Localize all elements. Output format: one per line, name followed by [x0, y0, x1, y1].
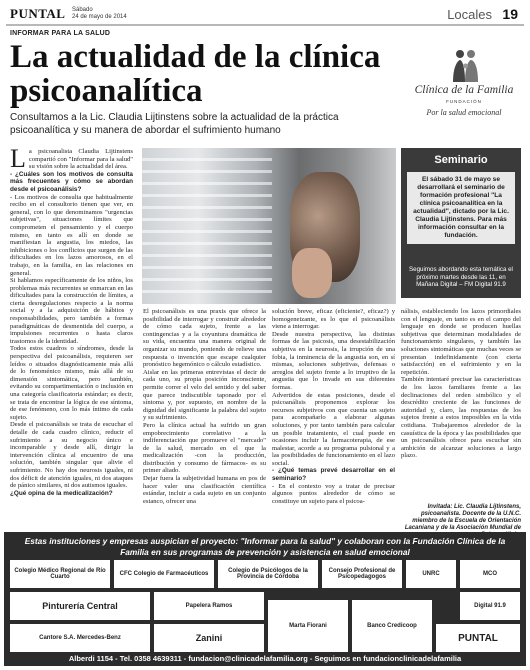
sponsor-banner [4, 532, 526, 666]
article-photo [142, 148, 396, 304]
article-column-3 [272, 308, 395, 530]
clinic-logo [408, 48, 520, 128]
clinic-foundation: FUNDACIÓN [446, 99, 482, 104]
sponsor-logo: Zanini [154, 624, 264, 652]
paragraph: - Los motivos de consulta que habitualmente recibo en el consultorio tienen que ver, en general, con lo que denominamos "urgencias subjetivas", situaciones límites que comprometen el pensamiento y el cuerpo mismo, en tanto es allí en donde se manifiestan la angustia, los miedos, las inhibiciones o los conflictos que surgen de las dificultades en los lazos amorosos, en el trabajo, en la familia, en las relaciones en general. [10, 193, 133, 277]
sponsor-logo: MCO [460, 560, 520, 588]
author-credit: Invitada: Lic. Claudia Lijtinstens, psicoanalista. Docente de la U.N.C. miembro de la Escuela de Orientación Lacaniana y de la Asociación Mundial de [404, 504, 521, 531]
page-header [6, 4, 524, 26]
question: - ¿Qué temas prevé desarrollar en el seminario? [272, 467, 395, 483]
article-column-4 [401, 308, 521, 530]
sponsor-headline: Estas instituciones y empresas auspician el proyecto: "Informar para la salud" y colaboran con la Fundación Clínica de la Familia en sus programas de prevención y asistencia en salud emocional [24, 536, 506, 557]
sponsor-logo-grid [10, 560, 520, 652]
paragraph: Dejar fuera la subjetividad humana en pos de hacer valer una clasificación científica estándar, incluir a cada sujeto en un conjunto estanco, ofrecer una [143, 475, 266, 505]
paragraph: Aislar en las primeras entrevistas el decir de cada uno, su propia posición inconsciente, permite correr el velo del sentido y del saber que parece indiscutible taponado por el síntoma y, por supuesto, en nombre de la dignidad del significante la palabra del sujeto y su sufrimiento. [143, 368, 266, 422]
paragraph: También intentaré precisar las características de los lazos familiares frente a las declinaciones del orden simbólico y el descrédito creciente de las funciones de autoridad y, claro, las respuestas de los sujetos frente a estos imposibles en la vida cotidiana. Trabajaremos alrededor de la casuística de la época y las posibilidades que un psicoanálisis ofrece para escuchar sin ambición de alcanzar soluciones a largo plazo. [401, 376, 521, 460]
question: ¿Qué opina de la medicalización? [10, 489, 113, 497]
article-dek: Consultamos a la Lic. Claudia Lijtinstens sobre la actualidad de la práctica psicoanalítica y su manera de abordar el sufrimiento humano [10, 112, 339, 136]
clinic-slogan: Por la salud emocional [426, 108, 502, 117]
article-headline: La actualidad de la clínica psicoanalítica [10, 39, 381, 109]
sponsor-logo: Papelera Ramos [154, 592, 264, 620]
paragraph: Advertidos de estas posiciones, desde el psicoanálisis proponemos explorar los recursos subjetivos con que cuenta un sujeto para acompañarlo a elaborar algunas soluciones, y por tanto también para calcular un posible tratamiento, el cual puede en ocasiones incluir la farmacoterapia, de ese malestar, acorde a su programa pulsional y a las posibilidades de funcionamiento en el lazo social. [272, 391, 395, 467]
article-column-1 [10, 148, 133, 530]
sponsor-logo: CFC Colegio de Farmacéuticos [114, 560, 214, 588]
header-date: 24 de mayo de 2014 [72, 14, 127, 20]
paragraph: Desde el psicoanálisis se trata de escuchar el detalle de cada cuadro clínico, reducir el sufrimiento a su negocio único e incomparable y desde allí, dirigir la intervención clínica al encuentro de una solución, también singular que alivie el sufrimiento. No hay dos neurosis iguales, ni dos déficit de atención iguales, ni dos ataques de pánico similares, ni dos autismos iguales. [10, 421, 133, 490]
clinic-name: Clínica de la Familia [414, 84, 514, 96]
paragraph: Si hablamos específicamente de los niños, los problemas más recurrentes se enmarcan en las dificultades para la construcción de límites, a cierta desregulaciones respecto a la norma social y a la adquisición de hábitos y responsabilidades, pero también a formas paradigmáticas de desmentida del cuerpo, a impulsiones recurrentes o hasta claros trastornos de la identidad. [10, 277, 133, 345]
sponsor-logo: Colegio Médico Regional de Río Cuarto [10, 560, 110, 588]
family-logo-icon [450, 48, 480, 82]
paragraph: nálisis, estableciendo los lazos primordiales con el lenguaje, en tanto es en el campo del lenguaje en donde se producen huellas subjetivas que determinan modalidades de funcionamiento singulares, y también las soluciones sintomáticas que muchas veces se presentan indefinidamente (con cierta satisfacción) en el sufrimiento y en la repetición. [401, 308, 521, 376]
sponsor-logo: Pinturería Central [10, 592, 150, 620]
header-day: Sábado [72, 7, 93, 13]
question: - ¿Cuáles son los motivos de consulta más frecuentes y cómo se abordan desde el psicoanálisis? [10, 170, 133, 193]
sponsor-logo: PUNTAL [436, 624, 520, 652]
seminar-box [401, 148, 521, 298]
sponsor-logo: Colegio de Psicólogos de la Provincia de Córdoba [218, 560, 318, 588]
seminar-footer: Seguimos abordando esta temática el próximo martes desde las 11, en Mañana Digital – FM Digital 91.9 [409, 266, 513, 288]
seminar-title: Seminario [434, 154, 488, 166]
paragraph: Pero la clínica actual ha sufrido un gran empobrecimiento correlativo a la indiferenciación que promueve el "mercado" de la salud, mercado en el que la medicalización -con la producción, distribución y consumo de fármacos- es su primer aliado. [143, 421, 266, 475]
page-number: 19 [502, 6, 518, 22]
seminar-body: El sábado 31 de mayo se desarrollará el seminario de formación profesional "La clínica psicoanalítica en la actualidad", dictado por la Lic. Claudia Lijtinstens. Para más información consultar en la fundación. [407, 172, 515, 244]
article-kicker: INFORMAR PARA LA SALUD [10, 30, 111, 37]
sponsor-logo: Banco Credicoop [352, 600, 432, 652]
paragraph: - En el contexto voy a tratar de precisar algunos puntos alrededor de cómo se constituye un sujeto para el psicoa- [272, 482, 395, 505]
section-name: Locales [447, 7, 492, 22]
article-column-2 [143, 308, 266, 530]
hand-figure [292, 248, 332, 298]
paragraph: La psicoanalista Claudia Lijtinstens compartió con "Informar para la salud" su visión sobre la actualidad del área. [10, 148, 133, 173]
sponsor-logo: Marta Fiorani [268, 600, 348, 652]
sponsor-logo: Consejo Profesional de Psicopedagogos [322, 560, 402, 588]
sponsor-logo: Digital 91.9 [460, 592, 520, 620]
newspaper-logo: PUNTAL [10, 6, 66, 21]
dropcap: L [10, 148, 26, 173]
header-rule [6, 24, 524, 26]
sponsor-logo: Cantore S.A. Mercedes-Benz [10, 624, 150, 652]
paragraph: Todos estos cuadros o síndromes, desde la perspectiva del psicoanálisis, requieren ser leídos o situados diagnósticamente más allá de lo fenoménico mismo, más allá de su dimensión sintomática, pero también, evitando su compartimentación o inclusión en una categoría clasificatoria estándar; es decir, se trata de encontrar la lógica de ese síntoma, de ese fenómeno, con lo más íntimo de cada sujeto. [10, 345, 133, 421]
sponsor-logo: UNRC [406, 560, 456, 588]
sponsor-footer: Alberdi 1154 - Tel. 0358 4639311 - fundacion@clinicadelafamilia.org - Seguimos en fundacionclinicadelafamilia [68, 654, 462, 663]
paragraph: solución breve, eficaz (eficiente?, eficaz?) y homogeneizante, es lo que el psicoanálisis viene a interrogar. [272, 308, 395, 331]
paragraph: Desde nuestra perspectiva, las distintas formas de las psicosis, una desestabilización subjetiva en la neurosis, la irrupción de una fobia, la inminencia de la angustia son, en sí mismas, soluciones subjetivas, defensas o arreglos del sujeto frente a lo irruptivo de la angustia que lo invade en sus diferentes formas. [272, 330, 395, 391]
paragraph: El psicoanálisis es una praxis que ofrece la posibilidad de interrogar y construir alrededor de cómo cada sujeto, frente a las contingencias y a la coyuntura dramática de su vida, encuentra una manera original de organizar su mundo, poniendo de relieve una respuesta o invención que escape cualquier pronóstico hegemónico o cálculo estadístico. [143, 308, 266, 369]
